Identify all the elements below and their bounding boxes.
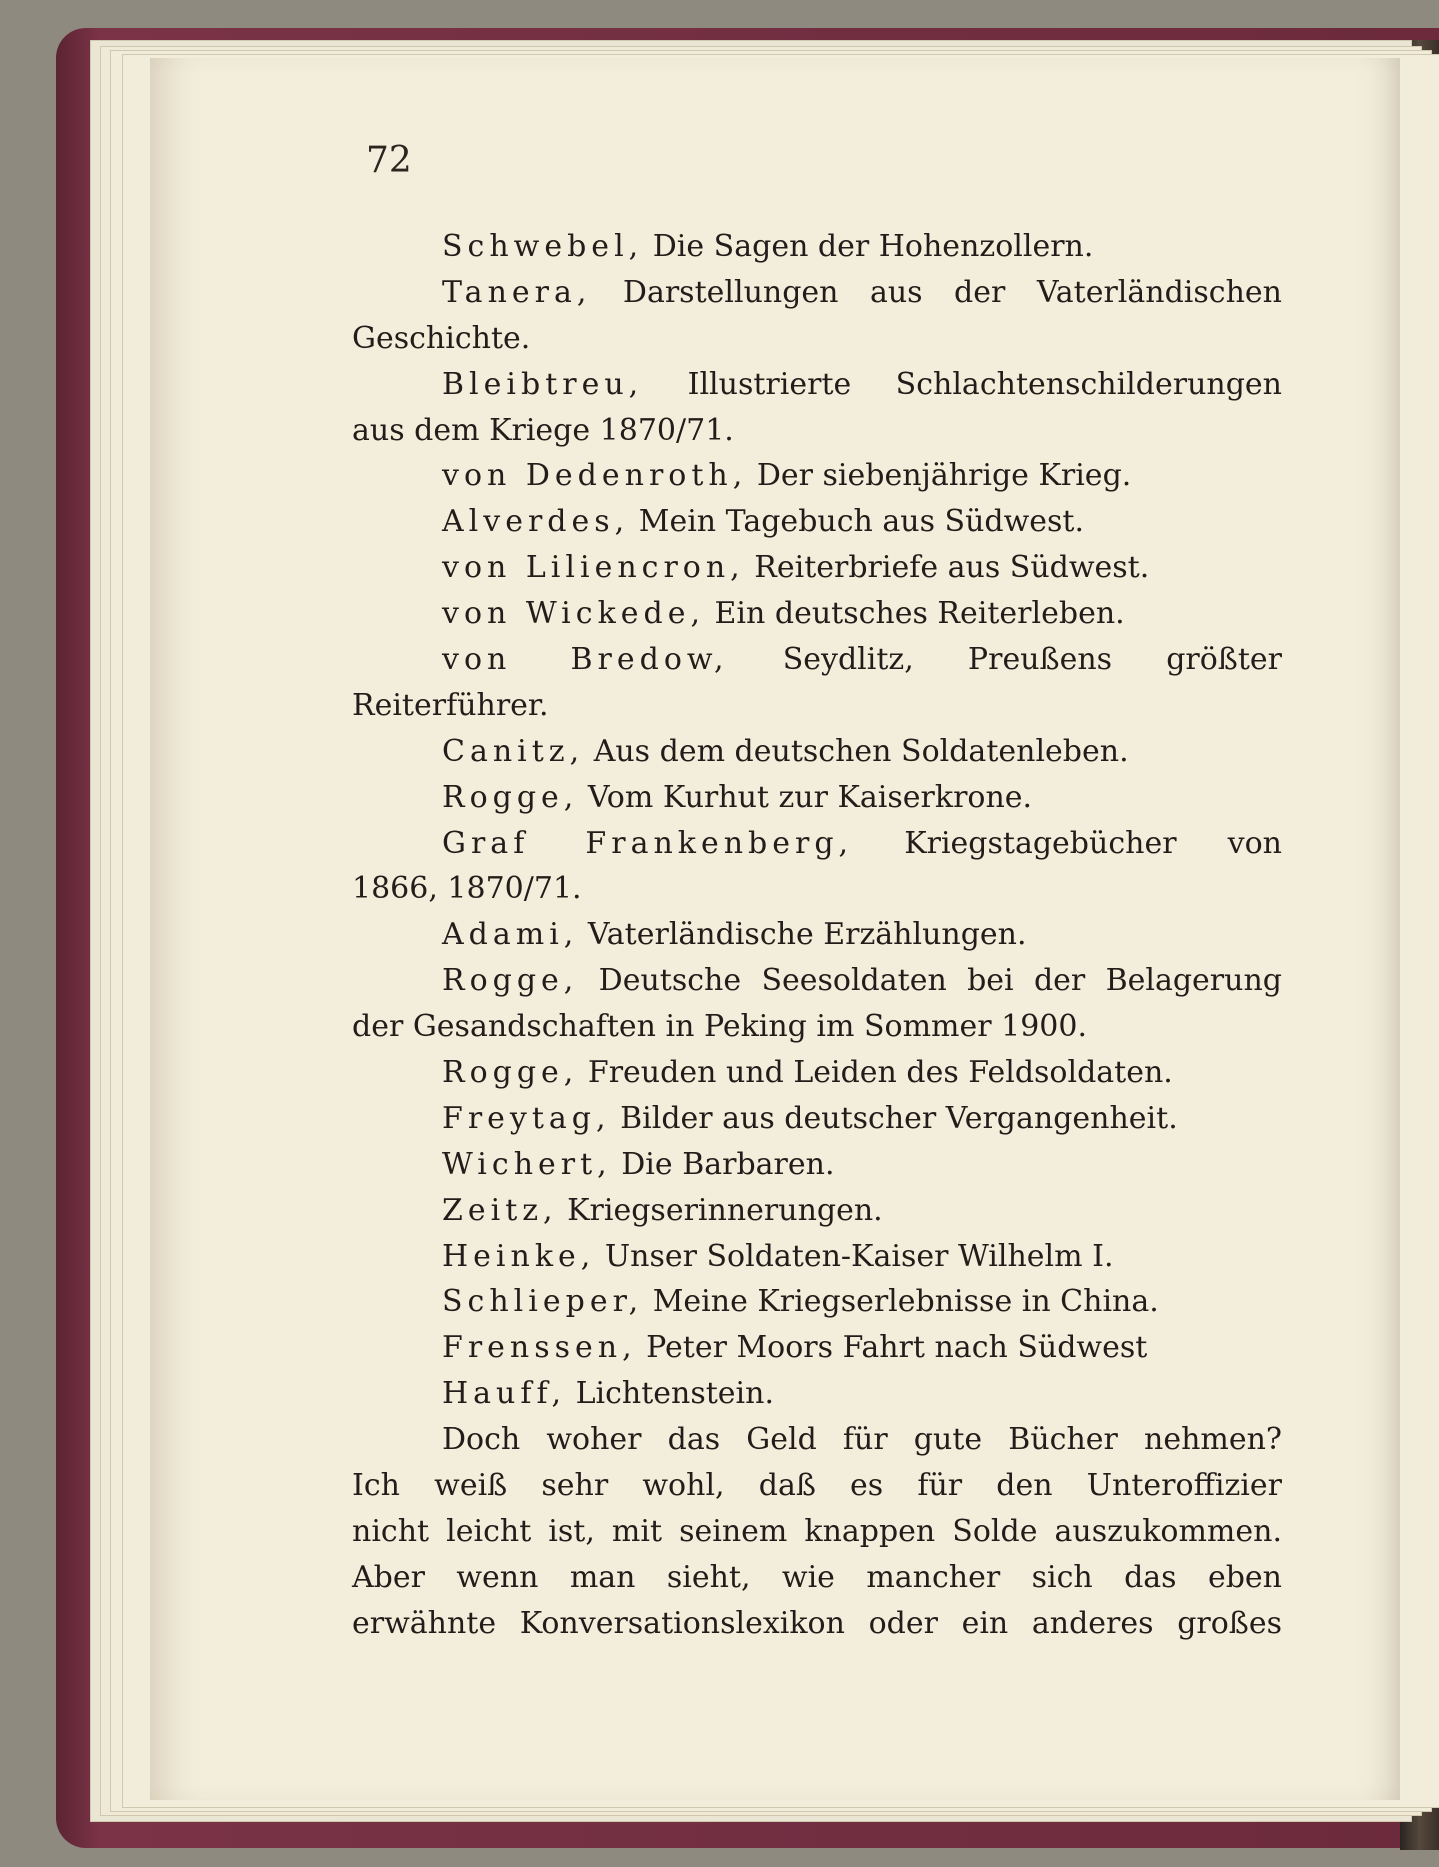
author-name: von Liliencron, xyxy=(442,550,745,586)
text-line xyxy=(352,1188,1282,1234)
line-text: Ein deutsches Reiterleben. xyxy=(705,596,1125,632)
author-name: Graf Frankenberg, xyxy=(442,825,854,861)
line-text: Mein Tagebuch aus Südwest. xyxy=(629,504,1085,540)
author-name: Wichert, xyxy=(442,1146,612,1182)
author-name: Bleibtreu, xyxy=(442,366,644,402)
line-text: Bilder aus deutscher Vergangenheit. xyxy=(610,1100,1178,1136)
line-text: Geschichte. xyxy=(352,320,531,356)
line-text: Doch woher das Geld für gute Bücher nehmen? xyxy=(442,1422,1282,1458)
text-line xyxy=(352,1004,1282,1050)
author-name: von Dedenroth, xyxy=(442,458,748,494)
line-text: Ich weiß sehr wohl, daß es für den Unteroffizier xyxy=(352,1468,1282,1504)
line-text: aus dem Kriege 1870/71. xyxy=(352,412,734,448)
text-line xyxy=(352,408,1282,454)
line-text: Aber wenn man sieht, wie mancher sich das eben xyxy=(352,1559,1282,1595)
line-text: Reiterführer. xyxy=(352,687,549,723)
text-line xyxy=(352,1417,1282,1463)
text-line xyxy=(352,499,1282,545)
text-line xyxy=(352,1234,1282,1280)
author-name: Rogge, xyxy=(442,963,579,999)
text-line xyxy=(352,866,1282,912)
line-text: der Gesandschaften in Peking im Sommer 1900. xyxy=(352,1009,1088,1045)
line-text: Aus dem deutschen Soldatenleben. xyxy=(584,733,1129,769)
text-line xyxy=(352,912,1282,958)
author-name: Heinke, xyxy=(442,1238,596,1274)
author-name: Schlieper, xyxy=(442,1284,644,1320)
page-number: 72 xyxy=(366,140,412,181)
line-text: Deutsche Seesoldaten bei der Belagerung xyxy=(578,963,1282,999)
text-line xyxy=(352,1050,1282,1096)
author-name: von Wickede, xyxy=(442,596,705,632)
author-name: Canitz, xyxy=(442,733,585,769)
line-text: Die Barbaren. xyxy=(611,1146,835,1182)
author-name: von Bredow, xyxy=(442,642,729,678)
text-line xyxy=(352,1142,1282,1188)
author-name: Adami, xyxy=(442,917,579,953)
text-line xyxy=(352,821,1282,867)
line-text: nicht leicht ist, mit seinem knappen Solde auszukommen. xyxy=(352,1513,1282,1549)
line-text: Vom Kurhut zur Kaiserkrone. xyxy=(578,779,1033,815)
text-line xyxy=(352,1601,1282,1647)
line-text: Unser Soldaten-Kaiser Wilhelm I. xyxy=(595,1238,1114,1274)
line-text: Darstellungen aus der Vaterländischen xyxy=(591,274,1282,310)
line-text: 1866, 1870/71. xyxy=(352,871,582,907)
text-line xyxy=(352,1509,1282,1555)
line-text: Freuden und Leiden des Feldsoldaten. xyxy=(578,1055,1173,1091)
text-line xyxy=(352,775,1282,821)
line-text: Kriegserinnerungen. xyxy=(557,1192,883,1228)
author-name: Freytag, xyxy=(442,1100,611,1136)
line-text: Peter Moors Fahrt nach Südwest xyxy=(636,1330,1148,1366)
line-text: Seydlitz, Preußens größter xyxy=(728,642,1282,678)
line-text: Reiterbriefe aus Südwest. xyxy=(744,550,1150,586)
line-text: Illustrierte Schlachtenschilderungen xyxy=(643,366,1282,402)
author-name: Frenssen, xyxy=(442,1330,637,1366)
author-name: Schwebel, xyxy=(442,229,644,264)
text-line xyxy=(352,637,1282,683)
text-line xyxy=(352,683,1282,729)
line-text: Lichtenstein. xyxy=(566,1376,775,1412)
line-text: Der siebenjährige Krieg. xyxy=(747,458,1132,494)
text-line xyxy=(352,316,1282,362)
author-name: Alverdes, xyxy=(442,504,630,540)
text-line xyxy=(352,453,1282,499)
text-line xyxy=(352,729,1282,775)
line-text: Kriegstagebücher von xyxy=(853,825,1282,861)
text-line xyxy=(352,958,1282,1004)
line-text: erwähnte Konversationslexikon oder ein anderes großes xyxy=(352,1605,1282,1641)
line-text: Die Sagen der Hohenzollern. xyxy=(643,229,1094,264)
text-line xyxy=(352,1325,1282,1371)
text-line xyxy=(352,1279,1282,1325)
text-line xyxy=(352,1555,1282,1601)
text-line xyxy=(352,1371,1282,1417)
text-line xyxy=(352,362,1282,408)
text-line xyxy=(352,1096,1282,1142)
text-line xyxy=(352,591,1282,637)
line-text: Meine Kriegserlebnisse in China. xyxy=(643,1284,1159,1320)
author-name: Rogge, xyxy=(442,1055,579,1091)
text-line xyxy=(352,270,1282,316)
text-line xyxy=(352,545,1282,591)
text-line xyxy=(352,1463,1282,1509)
author-name: Rogge, xyxy=(442,779,579,815)
author-name: Tanera, xyxy=(442,274,592,310)
book-text xyxy=(352,224,1282,1647)
line-text: Vaterländische Erzählungen. xyxy=(578,917,1027,953)
author-name: Hauff, xyxy=(442,1376,567,1412)
author-name: Zeitz, xyxy=(442,1192,558,1228)
text-line xyxy=(352,224,1282,270)
